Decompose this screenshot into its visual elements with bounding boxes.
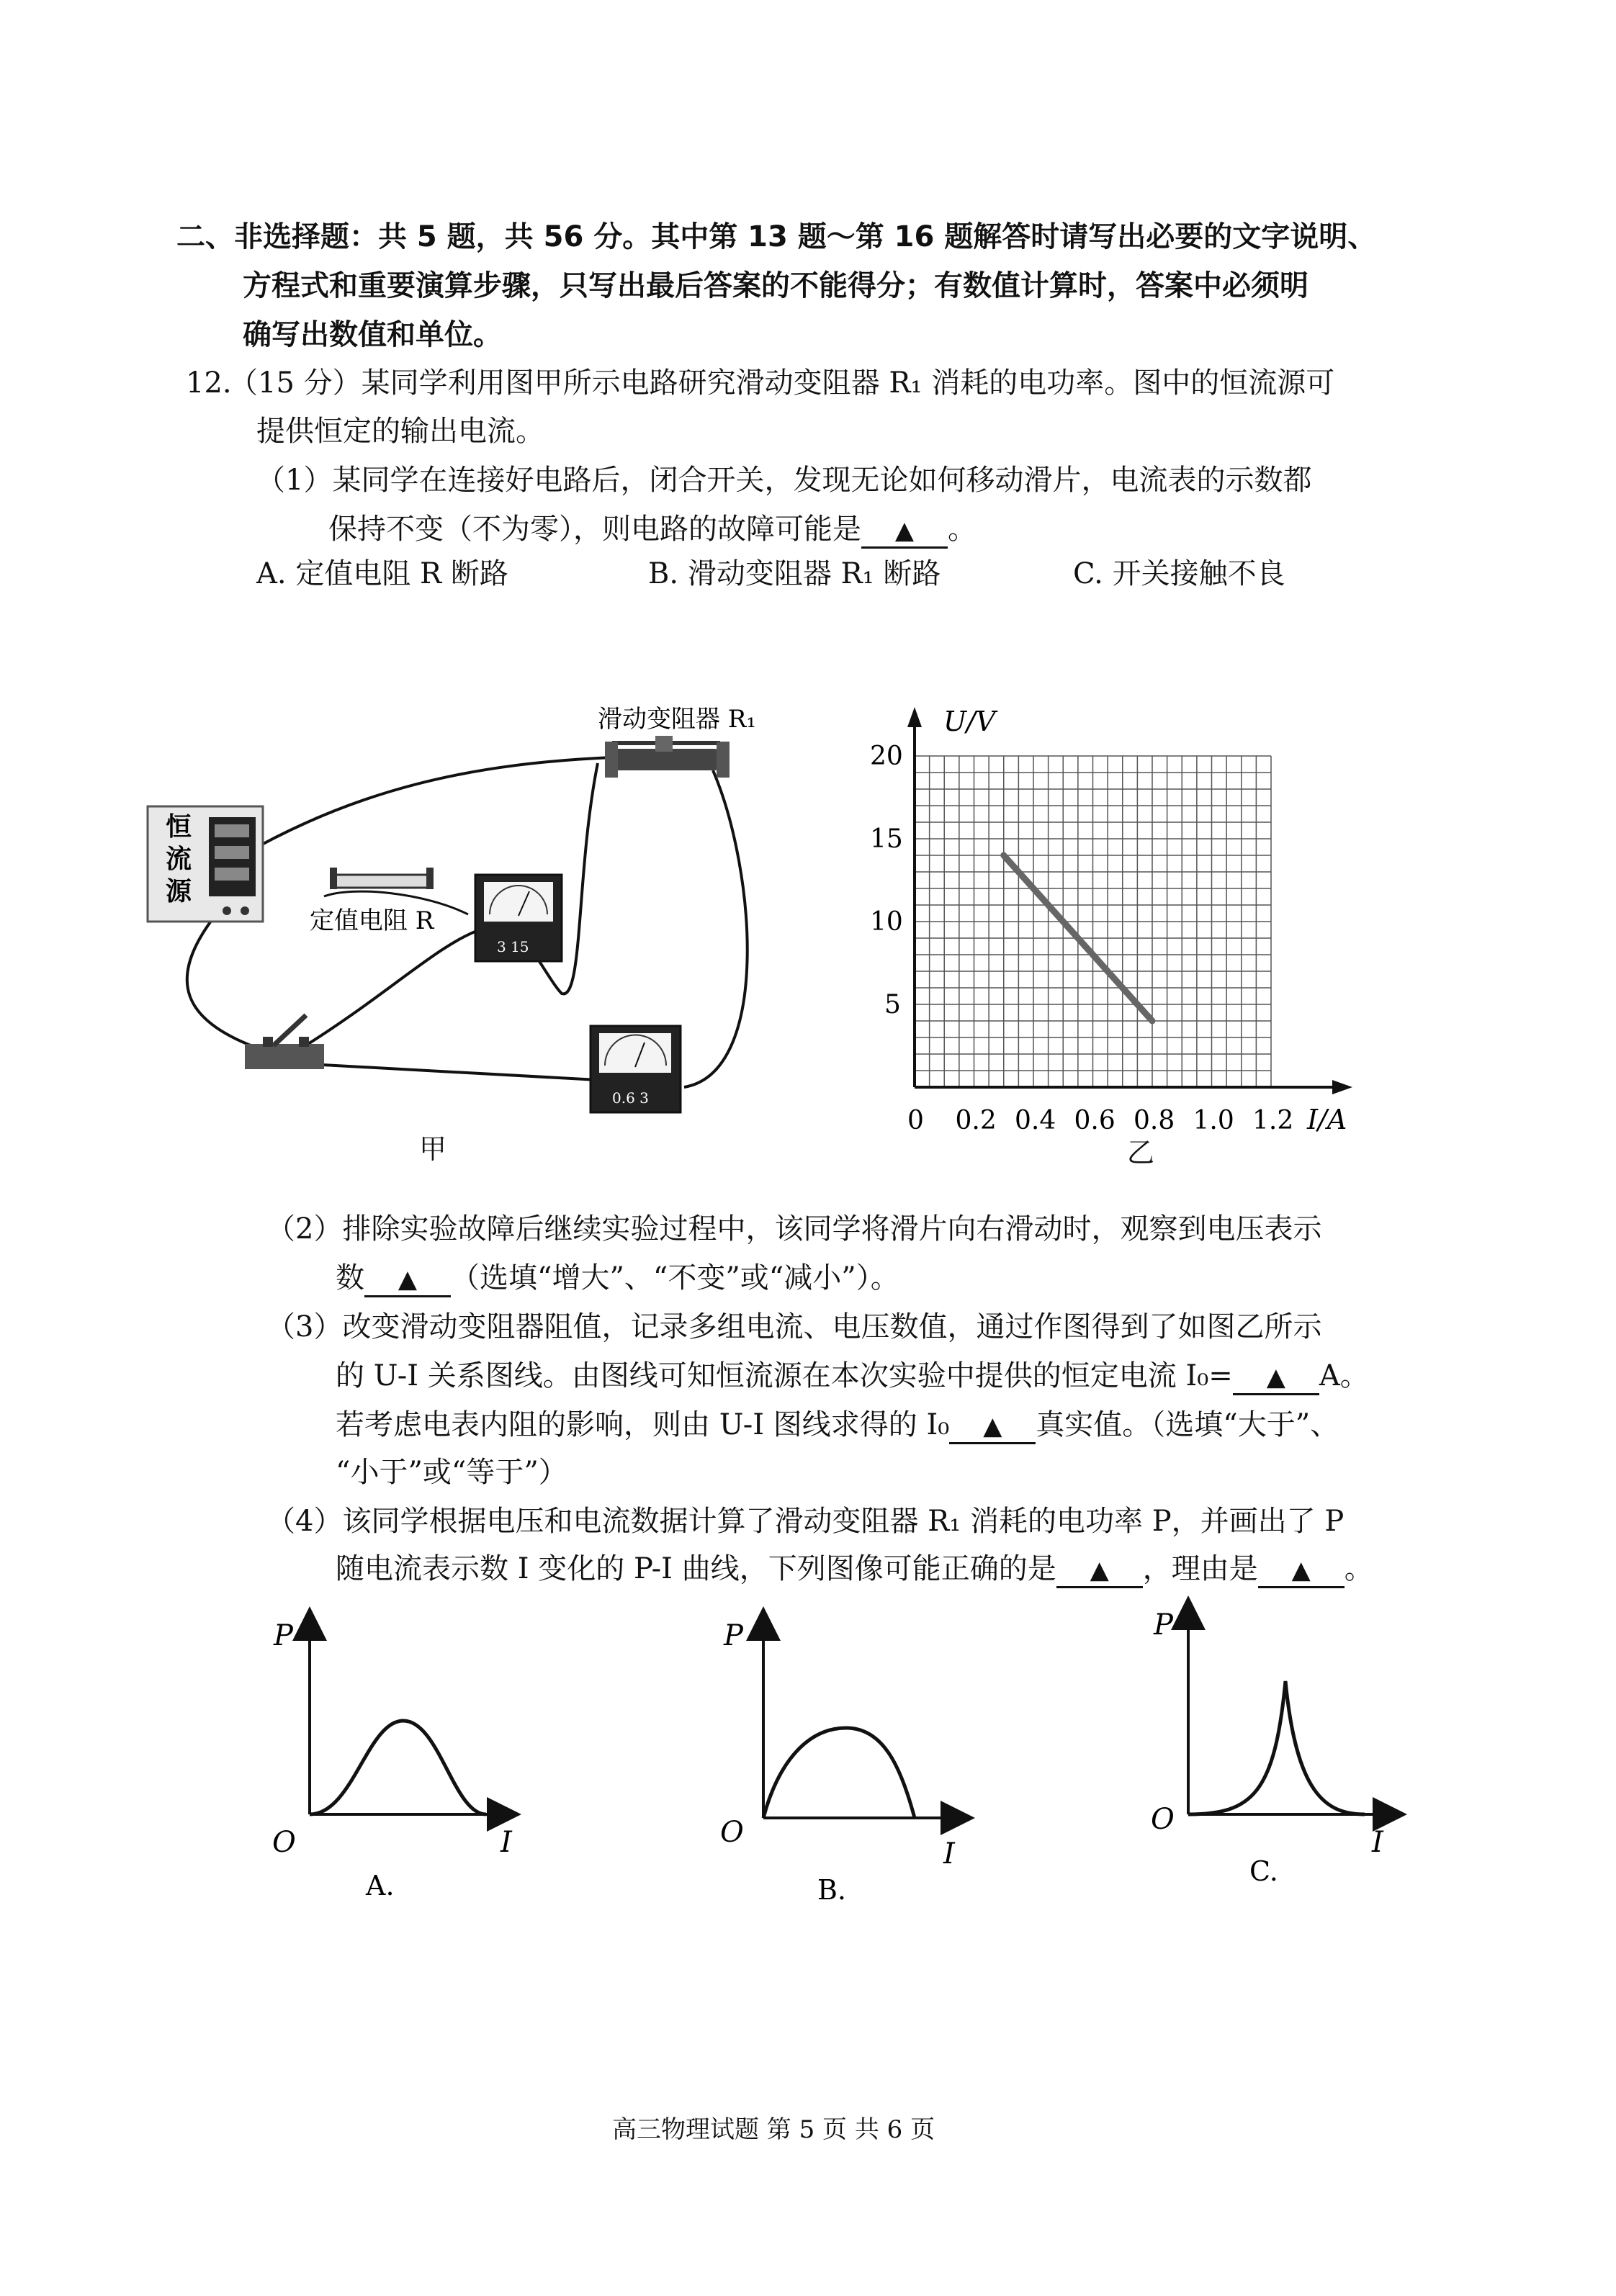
x-axis-arrow: [1332, 1080, 1352, 1094]
answer-mark: ▲: [1266, 1363, 1285, 1392]
chart-y-label: U/V: [943, 706, 996, 737]
q3-answer-blank-1: [1233, 1360, 1319, 1395]
option-graph-a: [259, 1598, 547, 1901]
option-a-label: A.: [366, 1870, 395, 1901]
page-footer: 高三物理试题 第 5 页 共 6 页: [612, 2115, 935, 2144]
q1-line2: [328, 510, 977, 549]
q3-line3: [336, 1405, 1339, 1444]
q3-answer-blank-2: [949, 1409, 1036, 1444]
source-label-2: 流: [166, 844, 192, 874]
answer-mark: ▲: [983, 1412, 1002, 1441]
q1-option-b: B. 滑动变阻器 R₁ 断路: [648, 557, 941, 590]
option-graph-b: [713, 1598, 1001, 1901]
rheostat-label: 滑动变阻器 R₁: [598, 705, 757, 734]
q1-answer-blank: [861, 513, 948, 549]
y-tick-label: 5: [884, 990, 901, 1019]
voltmeter-scale: 3 15: [497, 938, 529, 955]
curve-b: [763, 1728, 915, 1818]
option-graph-c: [1145, 1584, 1433, 1886]
q4-line2-mid: ，理由是: [1142, 1552, 1258, 1585]
q4-line1: （4）该同学根据电压和电流数据计算了滑动变阻器 R₁ 消耗的电功率 P，并画出了 P: [266, 1505, 1345, 1538]
ammeter-scale: 0.6 3: [612, 1089, 649, 1107]
y-tick-label: 20: [870, 742, 903, 771]
section-heading-line3: 确写出数值和单位。: [243, 318, 502, 351]
x-tick-label: 0: [907, 1106, 924, 1135]
wire-source-rheostat: [216, 757, 612, 871]
q4-line2: [336, 1549, 1373, 1588]
origin-label: O: [1151, 1803, 1175, 1836]
x-tick-label: 1.0: [1193, 1106, 1234, 1135]
q2-line2-end: （选填“增大”、“不变”或“减小”）。: [451, 1261, 899, 1295]
question-number: 12.: [186, 366, 232, 400]
origin-label: O: [720, 1816, 744, 1849]
q4-answer-blank-1: [1056, 1553, 1143, 1588]
option-c-label: C.: [1249, 1855, 1278, 1886]
section-heading-line2: 方程式和重要演算步骤，只写出最后答案的不能得分；有数值计算时，答案中必须明: [243, 269, 1308, 302]
curve-c: [1188, 1681, 1365, 1814]
origin-label: O: [272, 1826, 296, 1859]
x-tick-label: 0.8: [1134, 1106, 1175, 1135]
q4-answer-blank-2: [1258, 1553, 1345, 1588]
q3-line3-text: 若考虑电表内阻的影响，则由 U-I 图线求得的 I₀: [336, 1408, 950, 1441]
source-label-3: 源: [166, 876, 192, 906]
chart-x-label: I/A: [1307, 1104, 1347, 1135]
q2-line2: [336, 1259, 899, 1297]
q3-line1: （3）改变滑动变阻器阻值，记录多组电流、电压数值，通过作图得到了如图乙所示: [266, 1310, 1322, 1343]
fixed-resistor: [330, 868, 434, 889]
resistor-label: 定值电阻 R: [310, 906, 434, 935]
figure-yi-caption: 乙: [1127, 1137, 1155, 1169]
q1-option-c: C. 开关接触不良: [1073, 557, 1285, 590]
x-tick-label: 0.6: [1074, 1106, 1116, 1135]
q1-option-a: A. 定值电阻 R 断路: [256, 557, 508, 590]
answer-mark: ▲: [398, 1265, 418, 1294]
q3-line2: [336, 1356, 1369, 1395]
rheostat: [605, 736, 730, 778]
figure-jia-caption: 甲: [419, 1133, 447, 1165]
q2-answer-blank: [364, 1262, 451, 1297]
wire-rheostat-ammeter: [684, 770, 748, 1087]
circuit-figure: [137, 691, 857, 1195]
q1-line2-text: 保持不变（不为零），则电路的故障可能是: [328, 513, 861, 546]
y-axis-arrow: [907, 707, 922, 727]
x-tick-label: 0.2: [955, 1106, 997, 1135]
wire-switch-voltmeter: [302, 929, 482, 1048]
constant-current-source: [148, 806, 263, 922]
q1-line2-end: 。: [948, 513, 977, 546]
wire-switch-ammeter: [310, 1064, 598, 1080]
y-tick-label: 15: [870, 824, 903, 854]
axis-p-label: P: [1154, 1608, 1173, 1642]
answer-mark: ▲: [1090, 1556, 1109, 1585]
answer-mark: ▲: [1291, 1556, 1311, 1585]
q2-line2-text: 数: [336, 1261, 364, 1295]
answer-mark: ▲: [894, 516, 915, 545]
x-tick-label: 0.4: [1015, 1106, 1056, 1135]
q4-line2-end: 。: [1344, 1552, 1373, 1585]
q2-line1: （2）排除实验故障后继续实验过程中，该同学将滑片向右滑动时，观察到电压表示: [266, 1212, 1322, 1246]
q1-line1: （1）某同学在连接好电路后，闭合开关，发现无论如何移动滑片，电流表的示数都: [256, 464, 1312, 497]
axis-i-label: I: [500, 1826, 512, 1859]
axis-p-label: P: [724, 1619, 743, 1652]
q3-line2-text: 的 U-I 关系图线。由图线可知恒流源在本次实验中提供的恒定电流 I₀=: [336, 1359, 1233, 1392]
q3-line4: “小于”或“等于”）: [336, 1456, 567, 1489]
section-heading-line1: 二、非选择题：共 5 题，共 56 分。其中第 13 题～第 16 题解答时请写出必要的文字说明、: [176, 220, 1377, 253]
q3-line3-end: 真实值。（选填“大于”、: [1036, 1408, 1339, 1441]
x-tick-label: 1.2: [1252, 1106, 1294, 1135]
wire-source-switch: [187, 914, 266, 1051]
question-stem-line2: 提供恒定的输出电流。: [256, 415, 544, 448]
axis-p-label: P: [274, 1619, 293, 1652]
ui-chart: [850, 691, 1397, 1166]
question-stem-line1: （15 分）某同学利用图甲所示电路研究滑动变阻器 R₁ 消耗的电功率。图中的恒流源可: [229, 366, 1335, 400]
axis-i-label: I: [943, 1837, 955, 1870]
q4-line2-text: 随电流表示数 I 变化的 P-I 曲线，下列图像可能正确的是: [336, 1552, 1056, 1585]
curve-a: [310, 1721, 486, 1814]
y-tick-label: 10: [870, 907, 903, 937]
source-label-1: 恒: [166, 811, 192, 842]
q3-line2-end: A。: [1319, 1359, 1369, 1392]
option-b-label: B.: [817, 1874, 847, 1901]
axis-i-label: I: [1372, 1826, 1383, 1859]
chart-grid: [915, 756, 1271, 1087]
